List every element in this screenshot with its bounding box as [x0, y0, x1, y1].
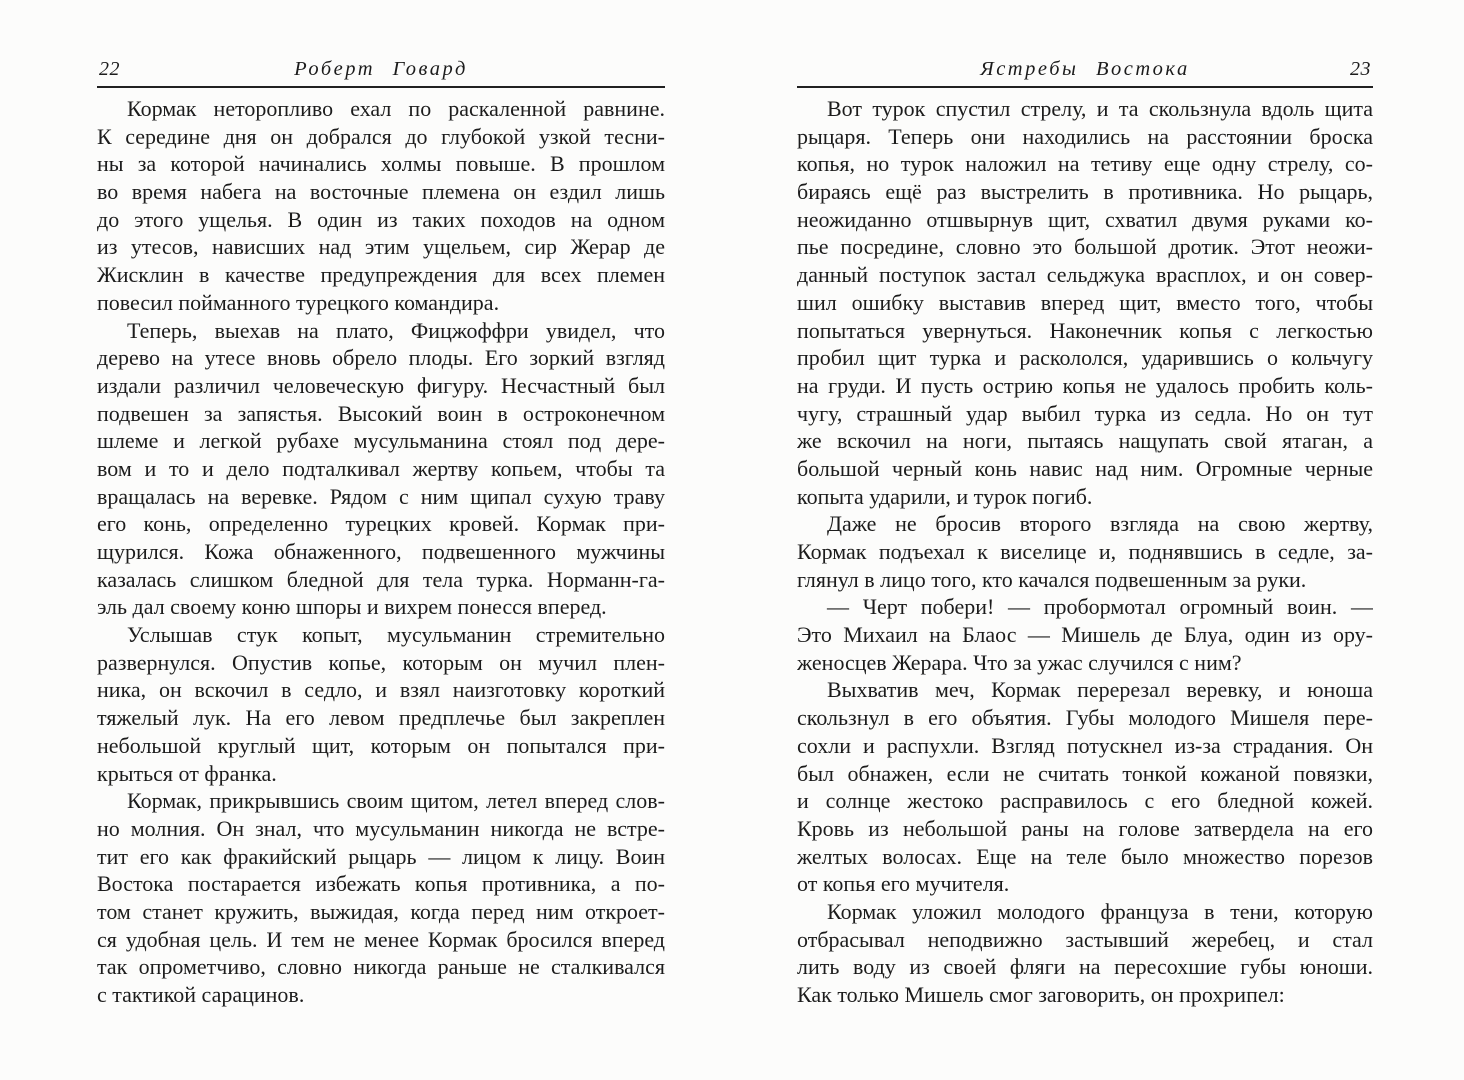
text-line: дерево на утесе вновь обрело плоды. Его зоркий взгляд [97, 345, 665, 371]
text-line: вом и то и дело подталкивал жертву копьем, чтобы та [97, 455, 665, 481]
text-line: Вот турок спустил стрелу, и та скользнула вдоль щита [827, 96, 1373, 121]
text-line: издали различил человеческую фигуру. Несчастный был [97, 372, 665, 398]
text-line: подвешен за запястья. Высокий воин в остроконечном [97, 400, 665, 426]
text-line: Это Михаил на Блаос — Мишель де Блуа, один из ору- [797, 622, 1373, 648]
text-line: шлеме и легкой рубахе мусульманина стоял под дере- [97, 428, 665, 454]
text-line: тяжелый лук. На его левом предплечье был закреплен [97, 705, 665, 731]
text-line: же вскочил на ноги, пытаясь нащупать свой ятаган, а [797, 428, 1373, 454]
text-line: повесил пойманного турецкого командира. [97, 289, 500, 315]
text-line: копья, но турок наложил на тетиву еще одну стрелу, со- [797, 151, 1373, 177]
text-line: эль дал своему коню шпоры и вихрем понесся вперед. [97, 594, 607, 620]
text-line: крыться от франка. [97, 760, 277, 786]
text-line: К середине дня он добрался до глубокой узкой тесни- [97, 123, 665, 149]
page-number: 23 [1350, 58, 1371, 80]
text-line: Как только Мишель смог заговорить, он прохрипел: [797, 982, 1285, 1007]
text-line: глянул в лицо того, кто качался подвешенным за руки. [797, 566, 1307, 592]
text-line: скользнул в его объятия. Губы молодого Мишеля пере- [797, 705, 1373, 731]
text-line: лить воду из своей фляги на пересохшие губы юноши. [797, 954, 1373, 980]
text-line: но молния. Он знал, что мусульманин никогда не встре- [97, 815, 665, 841]
text-line: данный поступок застал сельджука врасплох, и он совер- [797, 262, 1373, 288]
text-line: Даже не бросив второго взгляда на свою жертву, [827, 511, 1373, 537]
text-line: Жисклин в качестве предупреждения для всех племен [97, 262, 665, 288]
text-line: Кормак неторопливо ехал по раскаленной равнине. [127, 96, 665, 121]
paragraph [797, 898, 1373, 1009]
text-line: и солнце жестоко расправилось с его бледной кожей. [797, 788, 1373, 814]
text-line: отбрасывал неподвижно застывший жеребец, и стал [797, 926, 1373, 952]
text-line: чугу, страшный удар выбил турка из седла. Но он тут [797, 400, 1373, 426]
text-line: ся удобная цель. И тем не менее Кормак бросился вперед [97, 926, 665, 952]
text-line: так опрометчиво, словно никогда раньше не сталкивался [97, 954, 665, 980]
text-line: копыта ударили, и турок погиб. [797, 483, 1093, 509]
text-line: пробил щит турка и раскололся, ударившись о кольчугу [797, 345, 1373, 371]
text-line: небольшой круглый щит, которым он попытался при- [97, 732, 665, 758]
text-line: во время набега на восточные племена он ездил лишь [97, 179, 665, 205]
text-line: Востока постарается избежать копья противника, а по- [97, 871, 665, 897]
text-line: неожиданно отшвырнув щит, схватил двумя руками ко- [797, 206, 1373, 232]
text-line: Кормак подъехал к виселице и, поднявшись в седле, за- [797, 539, 1373, 564]
text-line: попытаться увернуться. Наконечник копья с легкостью [797, 317, 1373, 343]
page-number: 22 [99, 58, 120, 80]
text-line: на груди. И пусть острию копья не удалось пробить коль- [797, 372, 1373, 398]
text-line: тит его как фракийский рыцарь — лицом к лицу. Воин [97, 843, 665, 869]
text-line: развернулся. Опустив копье, которым он мучил плен- [97, 649, 665, 675]
text-line: Услышав стук копыт, мусульманин стремительно [127, 622, 665, 648]
paragraph [97, 317, 665, 622]
text-line: Выхватив меч, Кормак перерезал веревку, и юноша [827, 677, 1373, 703]
page-23-running-head [797, 56, 1373, 88]
text-line: Теперь, выехав на плато, Фицжоффри увидел, что [127, 317, 665, 343]
paragraph [797, 676, 1373, 898]
text-line: Кормак, прикрывшись своим щитом, летел вперед слов- [127, 788, 665, 814]
text-line: казалась слишком бледной для тела турка. Норманн-га- [97, 566, 665, 592]
text-line: его конь, определенно турецких кровей. Кормак при- [97, 511, 665, 537]
running-title: Роберт Говард [294, 58, 468, 80]
text-line: щурился. Кожа обнаженного, подвешенного мужчины [97, 539, 665, 564]
text-line: был обнажен, если не считать тонкой кожаной повязки, [797, 760, 1373, 786]
text-line: с тактикой сарацинов. [97, 982, 305, 1007]
text-line: бираясь ещё раз выстрелить в противника. Но рыцарь, [797, 179, 1373, 205]
paragraph [97, 621, 665, 787]
text-line: Кровь из небольшой раны на голове затвердела на его [797, 815, 1373, 841]
text-line: от копья его мучителя. [797, 871, 1010, 897]
paragraph [97, 787, 665, 1009]
text-line: большой черный конь навис над ним. Огромные черные [797, 455, 1373, 481]
text-line: женосцев Жерара. Что за ужас случился с ним? [797, 649, 1242, 675]
page-22-text [97, 95, 665, 1009]
text-line: Кормак уложил молодого француза в тени, которую [827, 898, 1373, 924]
page-22 [97, 56, 665, 1009]
running-title: Ястребы Востока [980, 58, 1190, 80]
text-line: ны за которой начинались холмы повыше. В прошлом [97, 151, 665, 177]
text-line: — Черт побери! — пробормотал огромный воин. — [827, 594, 1373, 620]
text-line: ника, он вскочил в седло, и взял наизготовку короткий [97, 677, 665, 703]
text-line: из утесов, нависших над этим ущельем, сир Жерар де [97, 234, 665, 260]
page-23-text [797, 95, 1373, 1009]
text-line: до этого ущелья. В один из таких походов на одном [97, 206, 665, 232]
text-line: рыцаря. Теперь они находились на расстоянии броска [797, 123, 1373, 149]
text-line: шил ошибку выставив вперед щит, вместо того, чтобы [797, 289, 1373, 315]
text-line: вращалась на веревке. Рядом с ним щипал сухую траву [97, 483, 665, 509]
text-line: желтых волосах. Еще на теле было множество порезов [797, 843, 1373, 869]
page-22-running-head [97, 56, 665, 88]
page-23 [797, 56, 1373, 1009]
paragraph [797, 593, 1373, 676]
paragraph [797, 95, 1373, 510]
paragraph [97, 95, 665, 317]
text-line: пье посредине, словно это большой дротик. Этот неожи- [797, 234, 1373, 260]
text-line: сохли и распухли. Взгляд потускнел из-за страдания. Он [797, 732, 1373, 758]
paragraph [797, 510, 1373, 593]
text-line: том станет кружить, выжидая, когда перед ним откроет- [97, 898, 665, 924]
